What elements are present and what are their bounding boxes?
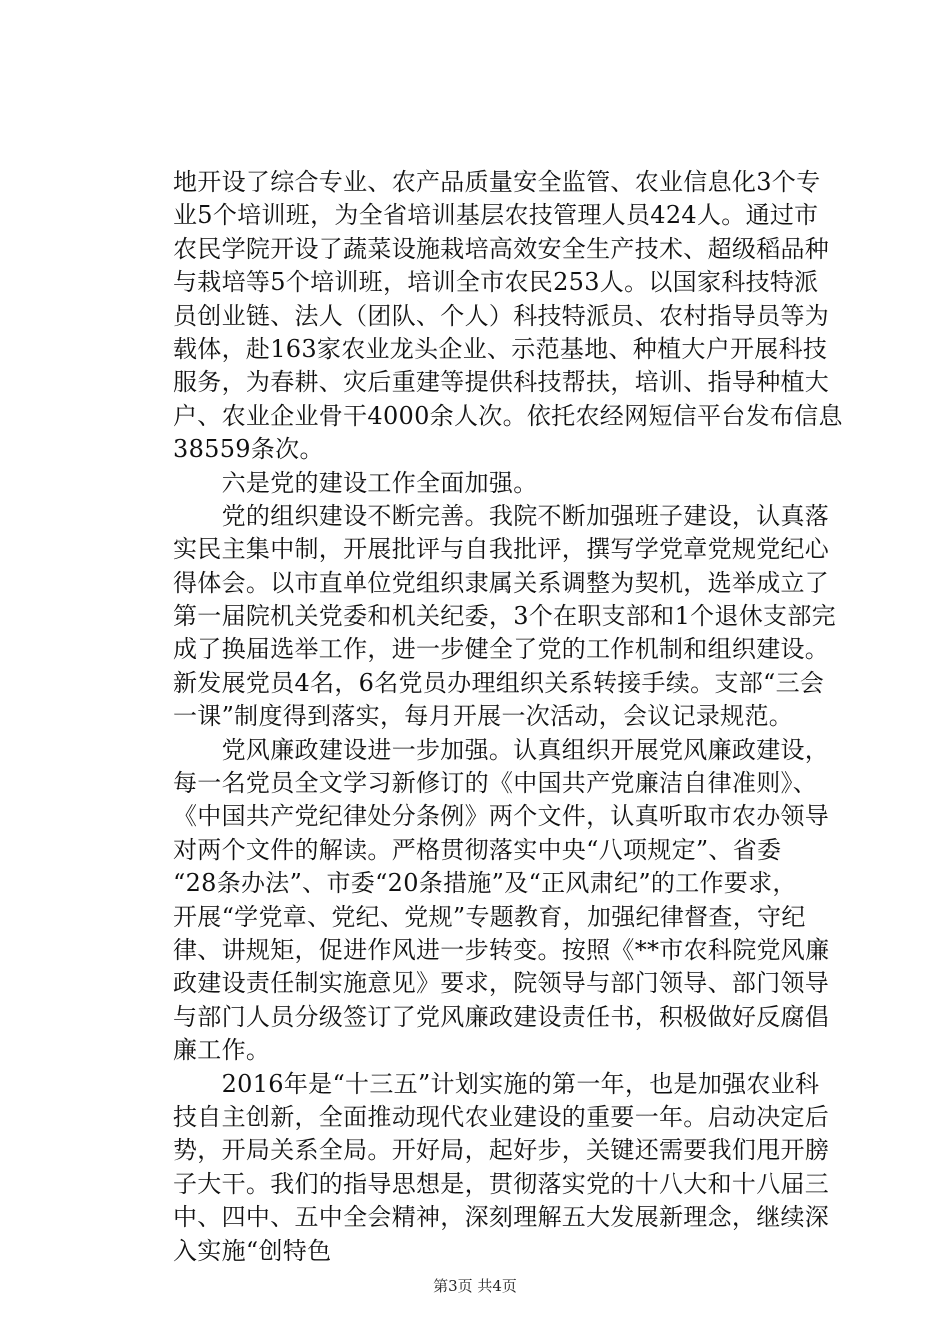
text-line: 势，开局关系全局。开好局，起好步，关键还需要我们甩开膀 bbox=[173, 1136, 830, 1165]
text-line: 子大干。我们的指导思想是，贯彻落实党的十八大和十八届三 bbox=[173, 1169, 830, 1198]
text-line: 38559条次。 bbox=[173, 435, 324, 464]
text-line: 《中国共产党纪律处分条例》两个文件，认真听取市农办领导 bbox=[173, 802, 830, 831]
section-heading: 六是党的建设工作全面加强。 bbox=[173, 468, 538, 497]
text-line: 实民主集中制，开展批评与自我批评，撰写学党章党规党纪心 bbox=[173, 535, 830, 564]
text-line: 与栽培等5个培训班，培训全市农民253人。以国家科技特派 bbox=[173, 268, 819, 297]
text-line: 新发展党员4名，6名党员办理组织关系转接手续。支部“三会 bbox=[173, 668, 825, 697]
text-line: 地开设了综合专业、农产品质量安全监管、农业信息化3个专 bbox=[173, 168, 821, 196]
text-line: 每一名党员全文学习新修订的《中国共产党廉洁自律准则》、 bbox=[173, 769, 818, 798]
text-line: 业5个培训班，为全省培训基层农技管理人员424人。通过市 bbox=[173, 201, 819, 230]
text-line: 成了换届选举工作，进一步健全了党的工作机制和组织建设。 bbox=[173, 635, 830, 664]
text-line: 技自主创新，全面推动现代农业建设的重要一年。启动决定后 bbox=[173, 1102, 830, 1131]
text-line: 户、农业企业骨干4000余人次。依托农经网短信平台发布信息 bbox=[173, 401, 843, 430]
text-line: 农民学院开设了蔬菜设施栽培高效安全生产技术、超级稻品种 bbox=[173, 234, 830, 263]
body-text bbox=[173, 166, 843, 1268]
text-line: “28条办法”、市委“20条措施”及“正风肃纪”的工作要求， bbox=[173, 869, 797, 898]
text-line: 中、四中、五中全会精神，深刻理解五大发展新理念，继续深 bbox=[173, 1203, 830, 1232]
text-line: 入实施“创特色 bbox=[173, 1236, 332, 1265]
text-line: 对两个文件的解读。严格贯彻落实中央“八项规定”、省委 bbox=[173, 835, 782, 864]
text-line: 一课”制度得到落实，每月开展一次活动，会议记录规范。 bbox=[173, 702, 794, 731]
text-line: 员创业链、法人（团队、个人）科技特派员、农村指导员等为 bbox=[173, 301, 830, 330]
text-line: 政建设责任制实施意见》要求，院领导与部门领导、部门领导 bbox=[173, 969, 830, 998]
text-line: 2016年是“十三五”计划实施的第一年，也是加强农业科 bbox=[173, 1069, 820, 1098]
page-number-footer: 第3页 共4页 bbox=[433, 1277, 517, 1295]
text-line: 与部门人员分级签订了党风廉政建设责任书，积极做好反腐倡 bbox=[173, 1002, 830, 1031]
text-line: 开展“学党章、党纪、党规”专题教育，加强纪律督查，守纪 bbox=[173, 902, 806, 931]
text-line: 第一届院机关党委和机关纪委，3个在职支部和1个退休支部完 bbox=[173, 602, 836, 631]
text-line: 律、讲规矩，促进作风进一步转变。按照《**市农科院党风廉 bbox=[173, 935, 830, 964]
text-line: 党的组织建设不断完善。我院不断加强班子建设，认真落 bbox=[173, 501, 830, 530]
text-line: 廉工作。 bbox=[173, 1036, 271, 1065]
text-line: 载体，赴163家农业龙头企业、示范基地、种植大户开展科技 bbox=[173, 334, 828, 363]
text-line: 党风廉政建设进一步加强。认真组织开展党风廉政建设， bbox=[173, 735, 830, 764]
text-line: 服务，为春耕、灾后重建等提供科技帮扶，培训、指导种植大 bbox=[173, 368, 830, 397]
text-line: 得体会。以市直单位党组织隶属关系调整为契机，选举成立了 bbox=[173, 568, 830, 597]
